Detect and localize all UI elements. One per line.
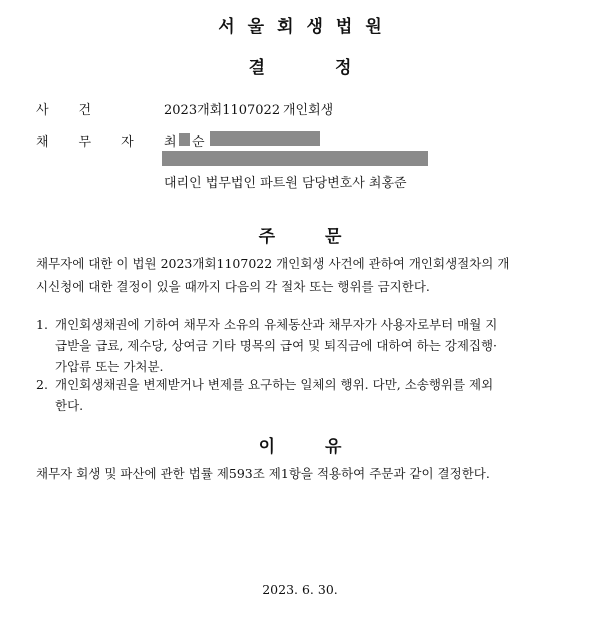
redaction-block <box>162 151 428 166</box>
order-item-1-line-2: 급받을 급료, 제수당, 상여금 기타 명목의 급여 및 퇴직금에 대하여 하는 강제집행· <box>55 338 498 353</box>
order-item-1-line-3: 가압류 또는 가처분. <box>55 359 164 374</box>
order-item-2-number: 2. <box>36 377 48 392</box>
representative-line: 대리인 법무법인 파트원 담당변호사 최홍준 <box>164 176 407 191</box>
reason-heading: 이유 <box>258 437 392 457</box>
court-name-title: 서울회생법원 <box>218 17 395 37</box>
order-item-1-number: 1. <box>36 317 48 332</box>
redaction-block <box>210 131 320 146</box>
case-number: 2023개회1107022 <box>164 103 281 118</box>
case-type: 개인회생 <box>283 103 334 118</box>
case-label: 사건 <box>36 103 122 118</box>
document-type-title: 결정 <box>248 58 422 78</box>
order-intro-line-2: 시신청에 대한 결정이 있을 때까지 다음의 각 절차 또는 행위를 금지한다. <box>36 279 430 294</box>
order-item-2-line-1: 개인회생채권을 변제받거나 변제를 요구하는 일체의 행위. 다만, 소송행위를 제외 <box>55 377 494 392</box>
order-item-2-line-2: 한다. <box>55 398 84 413</box>
debtor-name-last: 순 <box>192 135 205 150</box>
debtor-name-first: 최 <box>164 135 177 150</box>
order-item-1-line-1: 개인회생채권에 기하여 채무자 소유의 유체동산과 채무자가 사용자로부터 매월 지 <box>55 317 498 332</box>
order-intro-line-1: 채무자에 대한 이 법원 2023개회1107022 개인회생 사건에 관하여 개인회생절차의 개 <box>36 256 510 271</box>
redaction-block <box>179 133 190 146</box>
order-heading: 주문 <box>258 227 392 247</box>
debtor-label: 채무자 <box>36 135 164 150</box>
reason-text: 채무자 회생 및 파산에 관한 법률 제593조 제1항을 적용하여 주문과 같이 결정한다. <box>36 466 490 481</box>
decision-date: 2023. 6. 30. <box>262 582 338 597</box>
